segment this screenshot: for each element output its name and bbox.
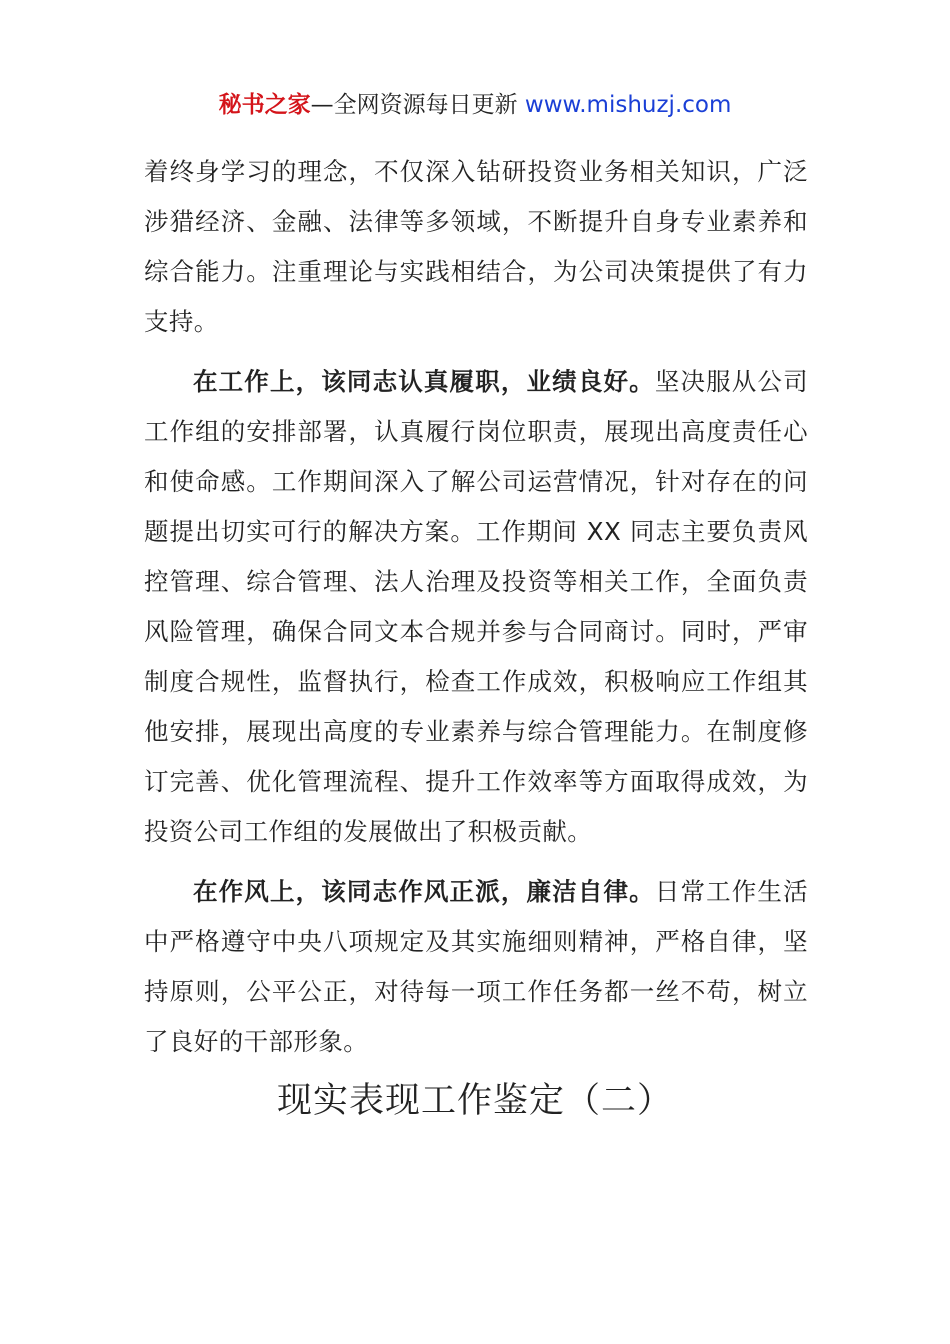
paragraph-style-text: 日常工作生活中严格遵守中央八项规定及其实施细则精神，严格自律，坚持原则，公平公正，对待每一项工作任务都一丝不苟，树立了良好的干部形象。	[144, 877, 808, 1056]
paragraph-work	[144, 357, 808, 857]
site-header	[0, 88, 950, 122]
brand-name: 秘书之家	[218, 92, 311, 118]
paragraph-style-lead: 在作风上，该同志作风正派，廉洁自律。	[193, 877, 655, 906]
paragraph-work-text: 坚决服从公司工作组的安排部署，认真履行岗位职责，展现出高度责任心和使命感。工作期间深入了解公司运营情况，针对存在的问题提出切实可行的解决方案。工作期间 XX 同志主要负责风控管理、综合管理、法人治理及投资等相关工作，全面负责风险管理，确保合同文本合规并参与合同商讨。同时，严审制度合规性，监督执行，检查工作成效，积极响应工作组其他安排，展现出高度的专业素养与综合管理能力。在制度修订完善、优化管理流程、提升工作效率等方面取得成效，为投资公司工作组的发展做出了积极贡献。	[144, 367, 808, 846]
paragraph-style	[144, 867, 808, 1067]
paragraph-work-lead: 在工作上，该同志认真履职，业绩良好。	[193, 367, 655, 396]
paragraph-continuation: 着终身学习的理念，不仅深入钻研投资业务相关知识，广泛涉猎经济、金融、法律等多领域，不断提升自身专业素养和综合能力。注重理论与实践相结合，为公司决策提供了有力支持。	[144, 157, 808, 336]
header-slogan: —全网资源每日更新	[310, 92, 518, 118]
section-title: 现实表现工作鉴定（二）	[276, 1081, 673, 1121]
document-body	[144, 147, 808, 1067]
site-url-link[interactable]: www.mishuzj.com	[524, 92, 732, 118]
